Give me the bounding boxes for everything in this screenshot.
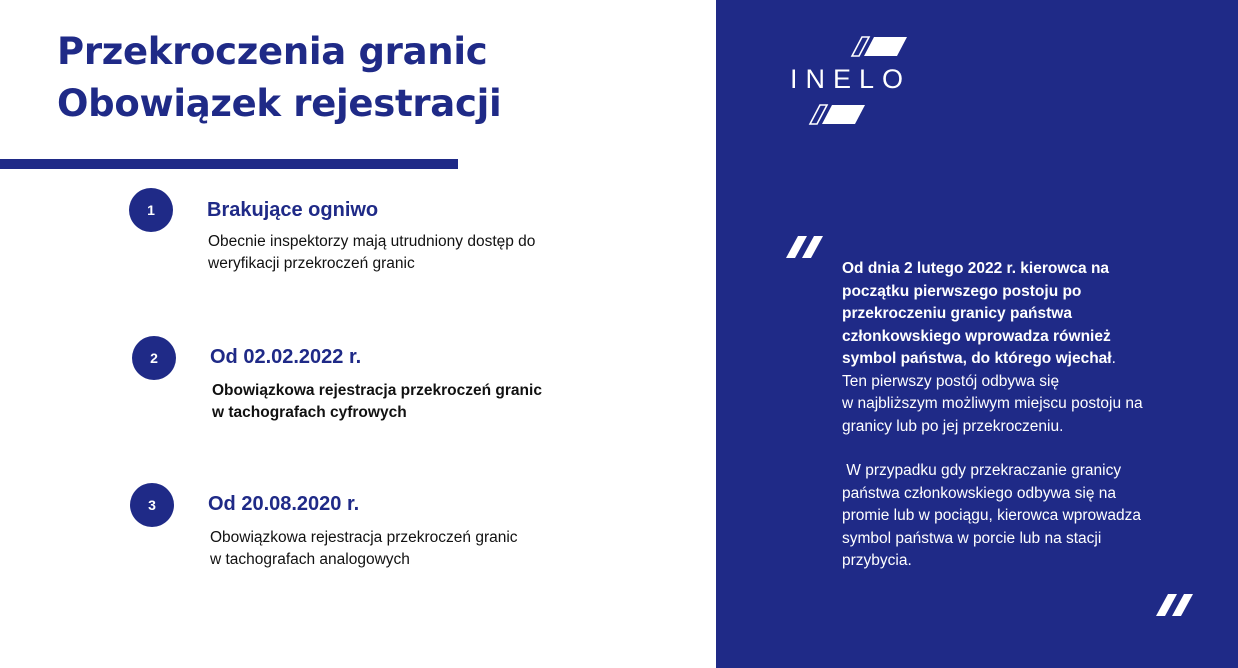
step-3-heading: Od 20.08.2020 r. — [208, 493, 360, 515]
quote-open-icon — [786, 236, 826, 260]
step-2-description — [212, 380, 542, 424]
title-line-2: Obowiązek rejestracji — [57, 82, 502, 125]
step-3-description-line: Obowiązkowa rejestracja przekroczeń granic — [210, 529, 518, 546]
quote-bold-line: przekroczeniu granicy państwa — [842, 305, 1072, 322]
quote-bold-line: Od dnia 2 lutego 2022 r. kierowca na — [842, 260, 1110, 277]
step-2-description-line: w tachografach cyfrowych — [212, 404, 407, 421]
quote-bold-line: początku pierwszego postoju po — [842, 282, 1082, 300]
step-1-description — [208, 231, 535, 275]
title-line-1: Przekroczenia granic — [57, 30, 488, 73]
logo-wordmark: INELO — [790, 64, 912, 94]
quote-period: . — [1111, 350, 1116, 367]
step-2-number-badge: 2 — [132, 336, 176, 380]
quote-line: symbol państwa w porcie lub na stacji — [842, 529, 1102, 547]
quote-line: W przypadku gdy przekraczanie granicy — [842, 462, 1122, 479]
step-1-description-line: Obecnie inspektorzy mają utrudniony dostęp do — [208, 233, 536, 250]
quote-line: państwa członkowskiego odbywa się na — [842, 484, 1116, 502]
quote-bold-text: symbol państwa, do którego wjechał — [842, 350, 1112, 367]
page-title — [57, 26, 501, 130]
step-1-description-line: weryfikacji przekroczeń granic — [208, 255, 415, 272]
quote-line: promie lub w pociągu, kierowca wprowadza — [842, 507, 1141, 524]
step-1-heading: Brakujące ogniwo — [207, 199, 379, 221]
quote-text — [842, 258, 1202, 573]
quote-line: w najbliższym możliwym miejscu postoju na — [842, 395, 1143, 412]
step-3-description — [210, 527, 518, 571]
quote-close-icon — [1156, 594, 1196, 618]
step-2-heading: Od 02.02.2022 r. — [210, 346, 362, 368]
title-underline — [0, 159, 458, 169]
step-3-number-badge: 3 — [130, 483, 174, 527]
step-3-description-line: w tachografach analogowych — [210, 551, 410, 568]
quote-line: granicy lub po jej przekroczeniu. — [842, 417, 1064, 435]
quote-line: przybycia. — [842, 552, 912, 569]
quote-bold-line-with-period — [842, 348, 1202, 371]
quote-bold-line: członkowskiego wprowadza również — [842, 327, 1111, 345]
inelo-logo — [790, 36, 920, 128]
quote-line: Ten pierwszy postój odbywa się — [842, 372, 1060, 390]
paragraph-gap — [842, 438, 1202, 460]
step-1-number-badge: 1 — [129, 188, 173, 232]
step-2-description-line: Obowiązkowa rejestracja przekroczeń granic — [212, 382, 542, 399]
